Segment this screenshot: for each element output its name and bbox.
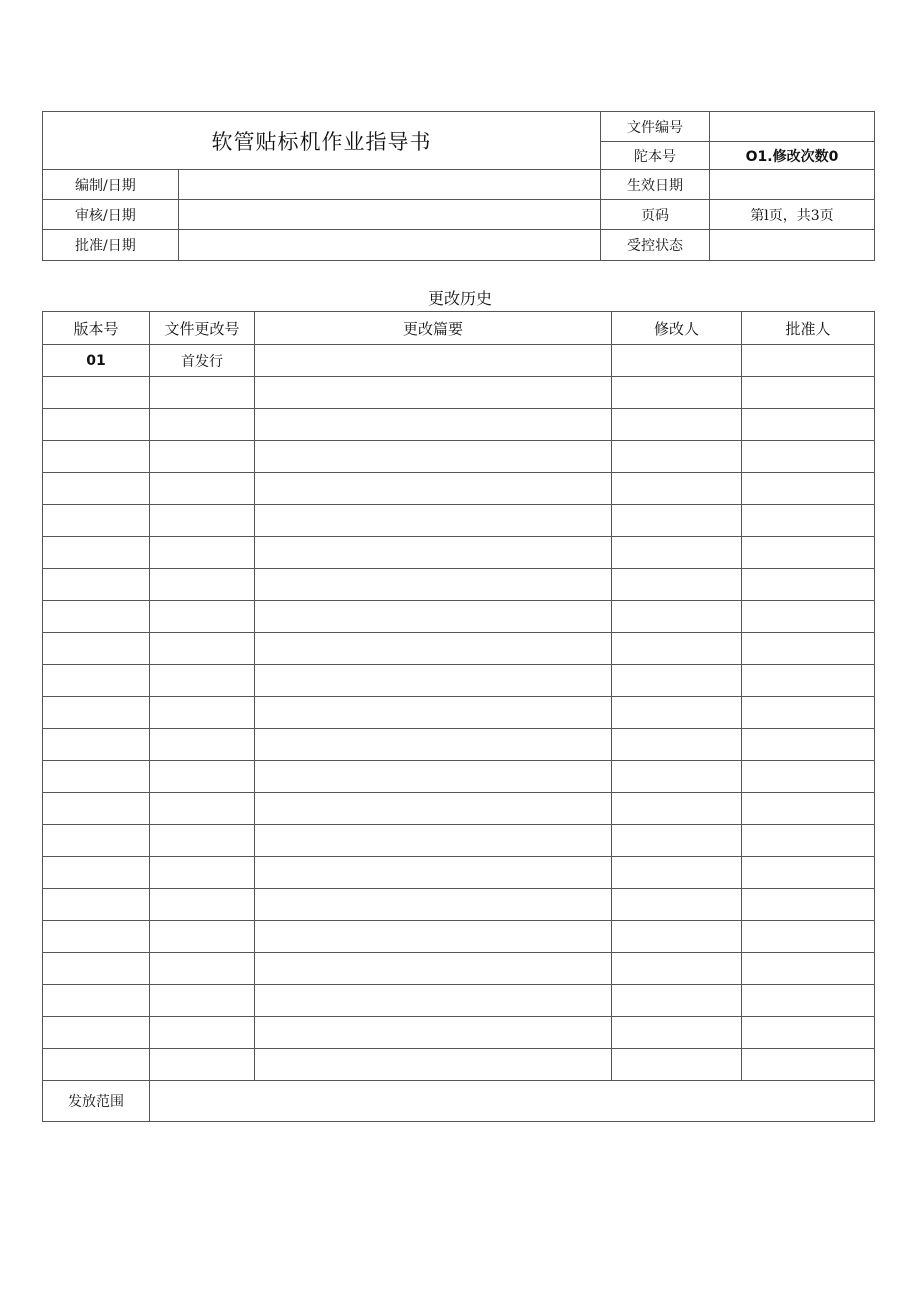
change-number-cell [150,1017,255,1049]
document-title: 软管贴标机作业指导书 [43,112,601,170]
change-history-title: 更改历史 [427,289,492,308]
summary-cell [255,537,612,569]
approver-cell [742,921,875,953]
approved-value [179,230,601,261]
change-number-cell [150,825,255,857]
approver-cell [742,985,875,1017]
approver-cell [742,665,875,697]
change-number-cell [150,761,255,793]
version-cell [43,1049,150,1081]
approver-cell [742,345,875,377]
table-row [43,473,875,505]
table-row [43,601,875,633]
change-number-cell [150,729,255,761]
approver-cell [742,473,875,505]
version-cell [43,409,150,441]
approver-cell [742,409,875,441]
version-cell [43,729,150,761]
effective-date-value [710,170,875,200]
column-header-summary: 更改篇要 [255,312,612,345]
change-number-cell [150,1049,255,1081]
change-number-cell [150,409,255,441]
column-header-version: 版本号 [43,312,150,345]
modifier-cell [612,537,742,569]
version-cell [43,569,150,601]
change-number-cell [150,793,255,825]
summary-cell [255,569,612,601]
summary-cell [255,761,612,793]
version-cell [43,665,150,697]
distribution-label: 发放范围 [43,1081,150,1122]
approver-cell [742,505,875,537]
modifier-cell [612,793,742,825]
modifier-cell [612,761,742,793]
change-number-cell [150,601,255,633]
distribution-row [43,1081,875,1122]
version-cell [43,857,150,889]
change-number-cell [150,505,255,537]
change-number-cell [150,633,255,665]
summary-cell [255,633,612,665]
column-header-modifier: 修改人 [612,312,742,345]
version-cell [43,473,150,505]
version-cell [43,761,150,793]
document-header-table [42,111,875,261]
summary-cell [255,793,612,825]
summary-cell [255,473,612,505]
modifier-cell [612,857,742,889]
doc-number-label: 文件编号 [601,112,710,142]
table-row [43,633,875,665]
control-status-value [710,230,875,261]
modifier-cell [612,505,742,537]
modifier-cell [612,665,742,697]
reviewed-label: 审核/日期 [43,200,179,230]
version-cell [43,505,150,537]
summary-cell [255,409,612,441]
change-number-cell [150,953,255,985]
modifier-cell [612,889,742,921]
summary-cell [255,921,612,953]
summary-cell [255,857,612,889]
version-cell [43,441,150,473]
modifier-cell [612,345,742,377]
version-cell [43,537,150,569]
table-row [43,505,875,537]
page-value: 第l页，共3页 [710,200,875,230]
modifier-cell [612,953,742,985]
version-cell [43,953,150,985]
column-header-change-number: 文件更改号 [150,312,255,345]
change-number-cell [150,665,255,697]
table-row [43,441,875,473]
table-row [43,985,875,1017]
approver-cell [742,953,875,985]
version-cell: 01 [43,345,150,377]
prepared-value [179,170,601,200]
approver-cell [742,537,875,569]
modifier-cell [612,825,742,857]
change-number-cell [150,441,255,473]
approver-cell [742,793,875,825]
table-row [43,409,875,441]
summary-cell [255,665,612,697]
version-cell [43,985,150,1017]
modifier-cell [612,1049,742,1081]
summary-cell [255,377,612,409]
control-status-label: 受控状态 [601,230,710,261]
approver-cell [742,761,875,793]
modifier-cell [612,601,742,633]
version-cell [43,601,150,633]
approver-cell [742,825,875,857]
approver-cell [742,857,875,889]
approver-cell [742,441,875,473]
version-cell [43,1017,150,1049]
distribution-value [150,1081,875,1122]
modifier-cell [612,569,742,601]
table-row [43,825,875,857]
summary-cell [255,1049,612,1081]
summary-cell [255,825,612,857]
table-row [43,665,875,697]
modifier-cell [612,697,742,729]
version-cell [43,377,150,409]
history-header-row [43,312,875,345]
approver-cell [742,633,875,665]
page-label: 页码 [601,200,710,230]
approver-cell [742,697,875,729]
version-cell [43,825,150,857]
doc-number-value [710,112,875,142]
version-cell [43,633,150,665]
column-header-approver: 批准人 [742,312,875,345]
prepared-label: 编制/日期 [43,170,179,200]
version-cell [43,921,150,953]
table-row [43,857,875,889]
modifier-cell [612,473,742,505]
reviewed-value [179,200,601,230]
modifier-cell [612,441,742,473]
table-row [43,889,875,921]
change-number-cell: 首发行 [150,345,255,377]
summary-cell [255,953,612,985]
approver-cell [742,1049,875,1081]
change-history-table [42,311,875,1122]
table-row [43,921,875,953]
table-row [43,569,875,601]
version-label: 陀本号 [601,142,710,170]
table-row [43,377,875,409]
modifier-cell [612,729,742,761]
change-number-cell [150,857,255,889]
table-row [43,953,875,985]
approver-cell [742,569,875,601]
change-number-cell [150,921,255,953]
table-row [43,345,875,377]
modifier-cell [612,409,742,441]
table-row [43,537,875,569]
approved-label: 批准/日期 [43,230,179,261]
modifier-cell [612,1017,742,1049]
summary-cell [255,729,612,761]
change-number-cell [150,377,255,409]
table-row [43,761,875,793]
change-number-cell [150,569,255,601]
history-body [43,345,875,1081]
change-number-cell [150,985,255,1017]
summary-cell [255,889,612,921]
effective-date-label: 生效日期 [601,170,710,200]
summary-cell [255,441,612,473]
summary-cell [255,985,612,1017]
modifier-cell [612,985,742,1017]
change-number-cell [150,889,255,921]
change-number-cell [150,473,255,505]
table-row [43,793,875,825]
version-cell [43,889,150,921]
modifier-cell [612,921,742,953]
version-cell [43,793,150,825]
approver-cell [742,601,875,633]
modifier-cell [612,633,742,665]
approver-cell [742,1017,875,1049]
summary-cell [255,697,612,729]
change-number-cell [150,697,255,729]
approver-cell [742,889,875,921]
version-value: O1.修改次数0 [710,142,875,170]
summary-cell [255,345,612,377]
table-row [43,697,875,729]
change-number-cell [150,537,255,569]
table-row [43,1017,875,1049]
summary-cell [255,1017,612,1049]
summary-cell [255,601,612,633]
table-row [43,1049,875,1081]
table-row [43,729,875,761]
modifier-cell [612,377,742,409]
summary-cell [255,505,612,537]
approver-cell [742,377,875,409]
approver-cell [742,729,875,761]
version-cell [43,697,150,729]
